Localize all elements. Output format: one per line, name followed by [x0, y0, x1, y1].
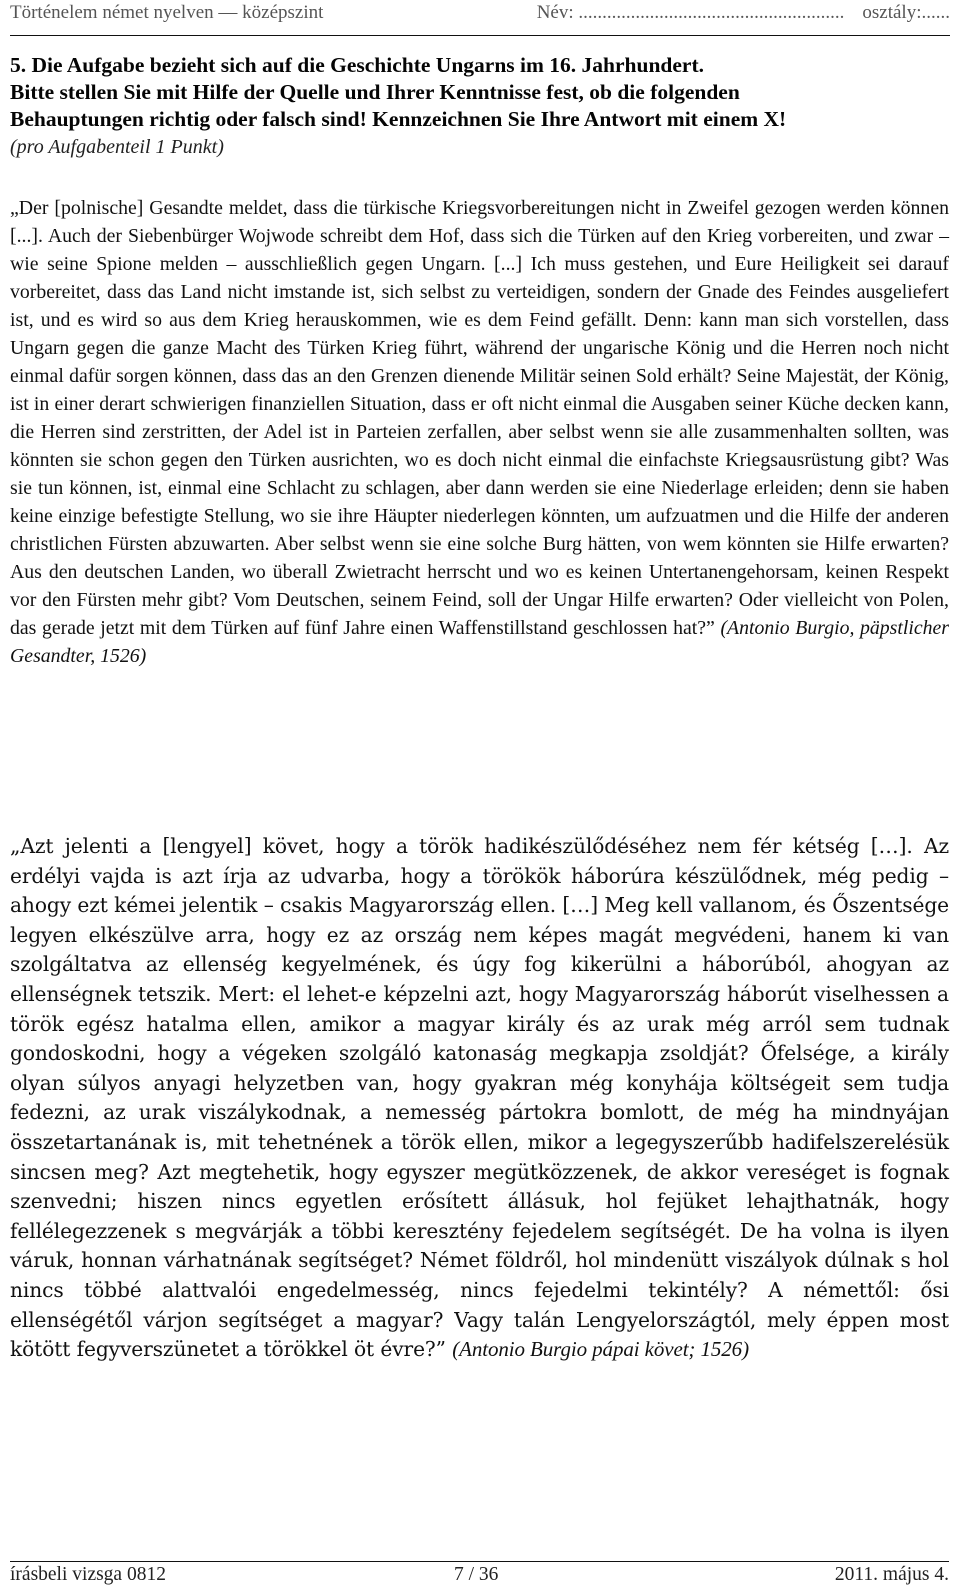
german-attribution: (Antonio Burgio, päpstlicher Gesandter, 1526): [10, 617, 950, 667]
exam-code: írásbeli vizsga 0812: [10, 1564, 166, 1585]
exam-subject: Történelem német nyelven — középszint: [10, 2, 324, 23]
german-quote: „Der [polnische] Gesandte meldet, dass die türkische Kriegsvorbereitungen nicht in Zweifel gezogen werden können [...]. Auch der Siebenbürger Wojwode schreibt dem Hof, dass sich die Türken auf den Krieg vorbereiten, und zwar – wie seine Spione melden – ausschließlich gegen Ungarn. [...] Ich muss gestehen, und Eure Heiligkeit sei darauf vorbereitet, dass das Land nicht imstande ist, sich selbst zu verteidigen, sondern der Gnade des Feindes ausgeliefert ist, und es wird so aus dem Krieg herauskommen, wie es dem Feind gefällt. Denn: kann man sich vorstellen, dass Ungarn gegen die ganze Macht des Türken Krieg führt, während der ungarische König und die Herren noch nicht einmal dafür sorgen können, dass das an den Grenzen dienende Militär seinen Sold erhält? Seine Majestät, der König, ist in einer derart schwierigen finanziellen Situation, dass er oft nicht einmal die Ausgaben seiner Küche decken kann, die Herren sind zerstritten, der Adel ist in Parteien zerfallen, aber selbst wenn sie alle zusammenhalten sollten, was könnten sie schon gegen den Türken ausrichten, wo es doch nicht einmal die einfachste Kriegsausrüstung gibt? Was sie tun können, ist, einmal eine Schlacht zu schlagen, aber dann werden sie eine Niederlage erleiden; denn sie haben keine einzige befestigte Stellung, wo sie ihre Häupter niederlegen könnten, um aufzuatmen und die Hilfe der anderen christlichen Fürsten abzuwarten. Aber selbst wenn sie eine solche Burg hätten, von wem könnten sie Hilfe erwarten? Aus den deutschen Landen, wo überall Zwietracht herrscht und wo es keinen Untertanengehorsam, keinen Respekt vor den Fürsten mehr gibt? Vom Deutschen, seinem Feind, soll der Ungar Hilfe erwarten? Oder vielleicht von Polen, das gerade jetzt mit dem Türken auf fünf Jahre einen Waffenstillstand geschlossen hat?”: [10, 197, 949, 639]
class-field: osztály:......: [862, 2, 950, 23]
name-field: Név: ........................................................: [536, 2, 845, 23]
page-footer: [10, 1564, 949, 1591]
task-line-3: Behauptungen richtig oder falsch sind! Kennzeichnen Sie Ihre Antwort mit einem X!: [10, 107, 787, 131]
points-note: (pro Aufgabenteil 1 Punkt): [10, 136, 224, 158]
task-instructions: [10, 52, 948, 133]
hungarian-source-text: [10, 832, 949, 1365]
page-header: [10, 0, 950, 36]
footer-divider: [10, 1561, 949, 1562]
german-source-text: [10, 194, 949, 670]
hungarian-quote: „Azt jelenti a [lengyel] követ, hogy a török hadikészülődéséhez nem fér kétség […]. Az erdélyi vajda is azt írja az udvarba, hogy a törökök háborúra készülődnek, még pedig – ahogy ezt kémei jelentik – csakis Magyarország ellen. […] Meg kell vallanom, és Őszentsége legyen elkészülve arra, hogy ez az ország nem képes magát megvédeni, hanem ki van szolgáltatva az ellenség kegyelmének, és úgy fog kikerülni a háborúból, ahogyan az ellenségnek tetszik. Mert: el lehet-e képzelni azt, hogy Magyarország háborút viselhessen a török egész hatalma ellen, amikor a magyar király és az urak még arról sem tudnak gondoskodni, hogy a végeken szolgáló katonaság megkapja zsoldját? Őfelsége, a király olyan súlyos anyagi helyzetben van, hogy gyakran még konyhája költségeit sem tudja fedezni, az urak viszálykodnak, a nemesség pártokra bomlott, de még ha mindnyájan összetartanának is, mit tehetnének a török ellen, mikor a legegyszerűbb hadifelszerelésük sincsen meg? Azt megtehetik, hogy egyszer megütközzenek, de akkor vereséget is fognak szenvedni; hiszen nincs egyetlen erősített állásuk, hol fejüket lehajthatnák, hogy fellélegezzenek s megvárják a többi keresztény fejedelem segítségét. De ha volna is ilyen váruk, honnan várhatnának segítséget? Német földről, hol mindenütt viszályok dúlnak s hol nincs többé alattvalói engedelmesség, nincs fejedelmi tekintély? A némettől: ősi ellenségétől várjon segítséget a magyar? Vagy talán Lengyelországtól, mely éppen most kötött fegyverszünetet a törökkel öt évre?”: [10, 834, 949, 1362]
hungarian-attribution: (Antonio Burgio pápai követ; 1526): [452, 1337, 749, 1362]
task-line-2: Bitte stellen Sie mit Hilfe der Quelle und Ihrer Kenntnisse fest, ob die folgenden: [10, 80, 740, 104]
exam-date: 2011. május 4.: [834, 1564, 949, 1585]
page-number: 7 / 36: [454, 1564, 499, 1585]
task-line-1: 5. Die Aufgabe bezieht sich auf die Geschichte Ungarns im 16. Jahrhundert.: [10, 53, 704, 77]
